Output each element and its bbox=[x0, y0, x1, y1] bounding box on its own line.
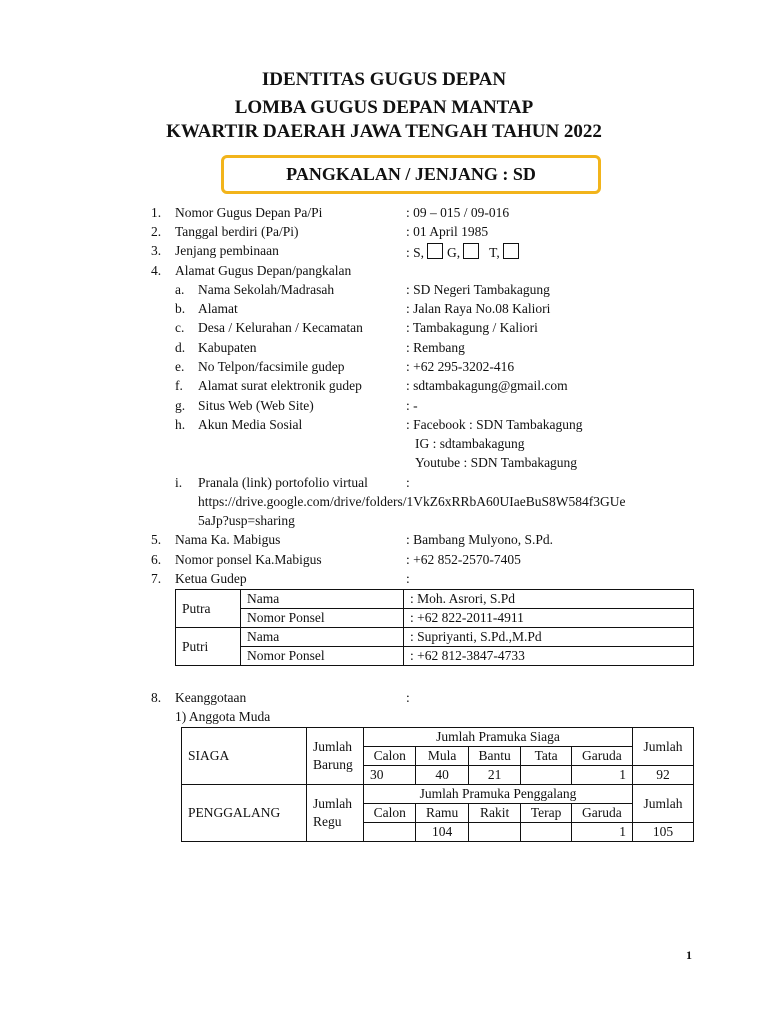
email-link[interactable]: : sdtambakagung@gmail.com bbox=[406, 378, 568, 393]
item-label: Ketua Gudep bbox=[175, 571, 247, 586]
social-youtube: Youtube : SDN Tambakagung bbox=[415, 455, 578, 470]
val-tata bbox=[521, 766, 571, 785]
item-value: : bbox=[406, 571, 410, 586]
doc-title-1: IDENTITAS GUGUS DEPAN bbox=[261, 69, 507, 90]
col-calon: Calon bbox=[364, 747, 416, 766]
portfolio-link[interactable]: https://drive.google.com/drive/folders/1VkZ6xRRbA60UIaeBuS8W584f3GUe bbox=[198, 494, 626, 509]
nama-label: Nama bbox=[241, 628, 404, 647]
sub-num: i. bbox=[175, 475, 183, 490]
jumlah-regu-label: Jumlah Regu bbox=[307, 785, 364, 842]
sub-value: : Tambakagung / Kaliori bbox=[406, 320, 538, 335]
val-calon bbox=[364, 823, 416, 842]
jenjang-checks bbox=[406, 243, 523, 261]
sub-label: Alamat bbox=[198, 301, 238, 316]
ponsel-label: Nomor Ponsel bbox=[241, 647, 404, 666]
val-ramu: 104 bbox=[416, 823, 468, 842]
penggalang-label: PENGGALANG bbox=[182, 785, 307, 842]
item-num: 1. bbox=[151, 205, 162, 220]
putri-label: Putri bbox=[176, 628, 241, 666]
sub-num: e. bbox=[175, 359, 185, 374]
table-row bbox=[176, 609, 694, 628]
col-ramu: Ramu bbox=[416, 804, 468, 823]
val-mula: 40 bbox=[416, 766, 468, 785]
item-label: Alamat Gugus Depan/pangkalan bbox=[175, 263, 352, 278]
anggota-muda-label: 1) Anggota Muda bbox=[175, 709, 271, 724]
item-num: 5. bbox=[151, 532, 162, 547]
sub-value: : +62 295-3202-416 bbox=[406, 359, 515, 374]
jenjang-t-label: T, bbox=[489, 245, 500, 260]
sub-num: c. bbox=[175, 320, 185, 335]
checkbox-s[interactable] bbox=[427, 243, 443, 259]
putra-ponsel: : +62 822-2011-4911 bbox=[404, 609, 694, 628]
val-rakit bbox=[468, 823, 520, 842]
col-rakit: Rakit bbox=[468, 804, 520, 823]
penggalang-header: Jumlah Pramuka Penggalang bbox=[364, 785, 633, 804]
item-label: Nomor Gugus Depan Pa/Pi bbox=[175, 205, 323, 220]
sub-label: Alamat surat elektronik gudep bbox=[198, 378, 362, 393]
item-num: 8. bbox=[151, 690, 162, 705]
item-label: Nama Ka. Mabigus bbox=[175, 532, 281, 547]
sub-label: Kabupaten bbox=[198, 340, 257, 355]
putri-nama: : Supriyanti, S.Pd.,M.Pd bbox=[404, 628, 694, 647]
sub-value: : bbox=[406, 475, 410, 490]
sub-value: : Facebook : SDN Tambakagung bbox=[406, 417, 583, 432]
item-label: Jenjang pembinaan bbox=[175, 243, 279, 258]
sub-value: : Rembang bbox=[406, 340, 465, 355]
item-num: 3. bbox=[151, 243, 162, 258]
col-tata: Tata bbox=[521, 747, 571, 766]
col-mula: Mula bbox=[416, 747, 468, 766]
item-num: 2. bbox=[151, 224, 162, 239]
sub-label: Nama Sekolah/Madrasah bbox=[198, 282, 335, 297]
col-calon: Calon bbox=[364, 804, 416, 823]
sub-label: Akun Media Sosial bbox=[198, 417, 303, 432]
table-row bbox=[182, 728, 694, 747]
col-garuda: Garuda bbox=[571, 747, 632, 766]
sub-value: : - bbox=[406, 398, 418, 413]
val-garuda: 1 bbox=[571, 823, 632, 842]
val-bantu: 21 bbox=[468, 766, 520, 785]
sub-value: : SD Negeri Tambakagung bbox=[406, 282, 550, 297]
nama-label: Nama bbox=[241, 590, 404, 609]
penggalang-total: 105 bbox=[633, 823, 694, 842]
sub-label: Pranala (link) portofolio virtual bbox=[198, 475, 368, 490]
item-num: 4. bbox=[151, 263, 162, 278]
siaga-total-label: Jumlah bbox=[633, 728, 694, 766]
item-label: Keanggotaan bbox=[175, 690, 247, 705]
sub-num: f. bbox=[175, 378, 183, 393]
siaga-label: SIAGA bbox=[182, 728, 307, 785]
table-row bbox=[176, 628, 694, 647]
sub-label: Desa / Kelurahan / Kecamatan bbox=[198, 320, 363, 335]
sub-num: b. bbox=[175, 301, 186, 316]
item-value: : +62 852-2570-7405 bbox=[406, 552, 521, 567]
item-value: : 01 April 1985 bbox=[406, 224, 489, 239]
col-terap: Terap bbox=[521, 804, 571, 823]
table-row bbox=[176, 647, 694, 666]
sub-num: g. bbox=[175, 398, 186, 413]
doc-title-2: LOMBA GUGUS DEPAN MANTAP bbox=[234, 97, 534, 118]
doc-title-3: KWARTIR DAERAH JAWA TENGAH TAHUN 2022 bbox=[166, 121, 602, 142]
level-banner: PANGKALAN / JENJANG : SD bbox=[221, 155, 601, 194]
sub-num: d. bbox=[175, 340, 186, 355]
sub-value: : Jalan Raya No.08 Kaliori bbox=[406, 301, 551, 316]
item-value: : 09 – 015 / 09-016 bbox=[406, 205, 510, 220]
putra-nama: : Moh. Asrori, S.Pd bbox=[404, 590, 694, 609]
col-garuda: Garuda bbox=[571, 804, 632, 823]
item-num: 7. bbox=[151, 571, 162, 586]
siaga-header: Jumlah Pramuka Siaga bbox=[364, 728, 633, 747]
social-ig: IG : sdtambakagung bbox=[415, 436, 525, 451]
jenjang-s-label: : S, bbox=[406, 245, 425, 260]
page-number: 1 bbox=[686, 948, 692, 962]
item-value: : Bambang Mulyono, S.Pd. bbox=[406, 532, 554, 547]
penggalang-total-label: Jumlah bbox=[633, 785, 694, 823]
table-row bbox=[182, 785, 694, 804]
item-label: Nomor ponsel Ka.Mabigus bbox=[175, 552, 322, 567]
siaga-total: 92 bbox=[633, 766, 694, 785]
jumlah-barung-label: Jumlah Barung bbox=[307, 728, 364, 785]
sub-label: Situs Web (Web Site) bbox=[198, 398, 314, 413]
sub-num: h. bbox=[175, 417, 186, 432]
sub-label: No Telpon/facsimile gudep bbox=[198, 359, 345, 374]
ketua-table bbox=[175, 589, 694, 666]
col-bantu: Bantu bbox=[468, 747, 520, 766]
checkbox-g[interactable] bbox=[463, 243, 479, 259]
val-terap bbox=[521, 823, 571, 842]
sub-num: a. bbox=[175, 282, 185, 297]
item-label: Tanggal berdiri (Pa/Pi) bbox=[175, 224, 299, 239]
item-num: 6. bbox=[151, 552, 162, 567]
val-garuda: 1 bbox=[571, 766, 632, 785]
table-row bbox=[176, 590, 694, 609]
putri-ponsel: : +62 812-3847-4733 bbox=[404, 647, 694, 666]
val-calon: 30 bbox=[364, 766, 416, 785]
anggota-table bbox=[181, 727, 694, 842]
checkbox-t[interactable] bbox=[503, 243, 519, 259]
putra-label: Putra bbox=[176, 590, 241, 628]
portfolio-link-cont[interactable]: 5aJp?usp=sharing bbox=[198, 513, 295, 528]
ponsel-label: Nomor Ponsel bbox=[241, 609, 404, 628]
item-value: : bbox=[406, 690, 410, 705]
jenjang-g-label: G, bbox=[447, 245, 461, 260]
